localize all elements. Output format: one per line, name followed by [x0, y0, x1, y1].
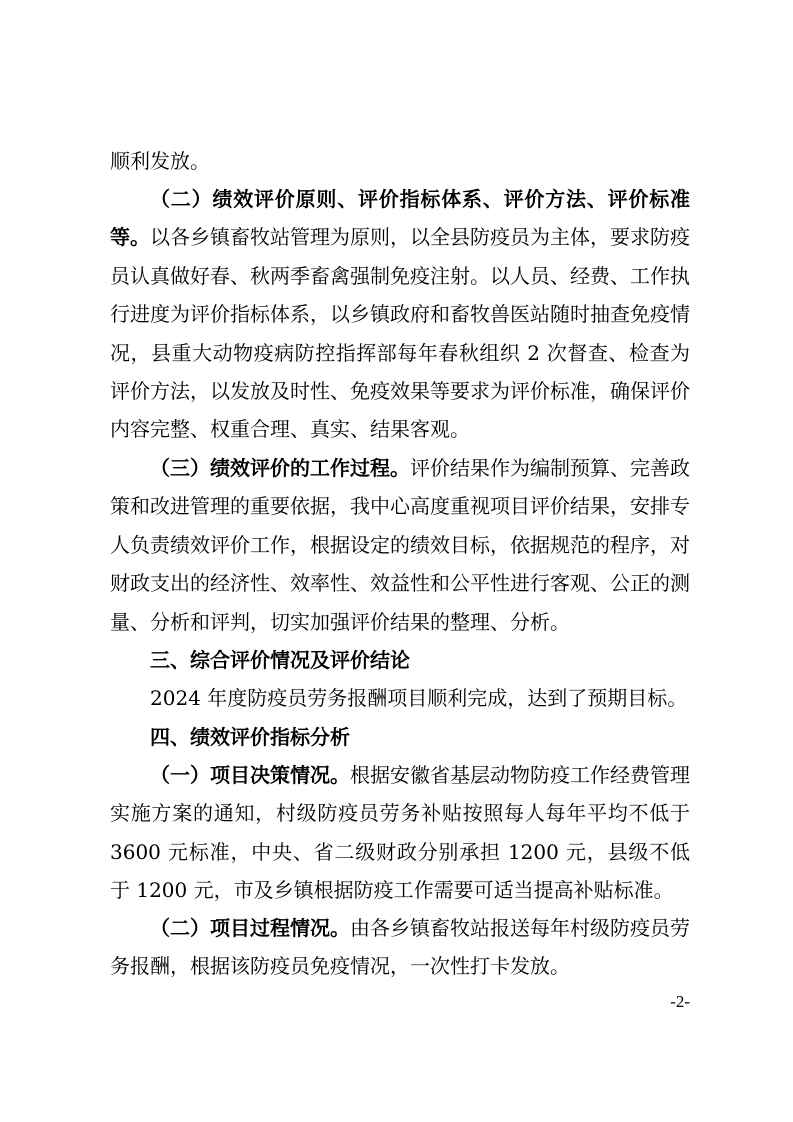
section-heading-4: 四、绩效评价指标分析 — [150, 725, 350, 749]
paragraph-lead: （二）项目过程情况。 — [150, 916, 350, 940]
paragraph-conclusion — [110, 679, 690, 717]
paragraph-evaluation-principles — [110, 180, 690, 449]
paragraph-lead: （一）项目决策情况。 — [150, 763, 350, 787]
paragraph-body: 以各乡镇畜牧站管理为原则，以全县防疫员为主体，要求防疫员认真做好春、秋两季畜禽强制免疫注射。以人员、经费、工作执行进度为评价指标体系，以乡镇政府和畜牧兽医站随时抽查免疫情况，县重大动物疫病防控指挥部每年春秋组织 2 次督查、检查为评价方法，以发放及时性、免疫效果等要求为评价标准，确保评价内容完整、权重合理、真实、结果客观。 — [110, 225, 690, 442]
section-heading-3: 三、综合评价情况及评价结论 — [150, 648, 410, 672]
paragraph-project-decision — [110, 756, 690, 910]
paragraph-lead: （三）绩效评价的工作过程。 — [150, 456, 410, 480]
page-number: -2- — [670, 992, 690, 1011]
paragraph-body: 由各乡镇畜牧站报送每年村级防疫员劳务报酬，根据该防疫员免疫情况，一次性打卡发放。 — [110, 916, 690, 979]
paragraph-text: 2024 年度防疫员劳务报酬项目顺利完成，达到了预期目标。 — [150, 686, 688, 710]
paragraph-body: 根据安徽省基层动物防疫工作经费管理实施方案的通知，村级防疫员劳务补贴按照每人每年平均不低于 3600 元标准，中央、省二级财政分别承担 1200 元，县级不低于 1200 元，市及乡镇根据防疫工作需要可适当提高补贴标准。 — [110, 763, 690, 903]
paragraph-project-process — [110, 909, 690, 986]
paragraph-evaluation-process — [110, 449, 690, 641]
paragraph-body: 评价结果作为编制预算、完善政策和改进管理的重要依据，我中心高度重视项目评价结果，安排专人负责绩效评价工作，根据设定的绩效目标，依据规范的程序，对财政支出的经济性、效率性、效益性和公平性进行客观、公正的测量、分析和评判，切实加强评价结果的整理、分析。 — [110, 456, 690, 634]
paragraph-text: 顺利发放。 — [110, 149, 210, 173]
paragraph-lead: （二）绩效评价原则、评价指标体系、评价方法、评价标准等。 — [110, 187, 690, 250]
paragraph-continuation — [110, 142, 690, 180]
